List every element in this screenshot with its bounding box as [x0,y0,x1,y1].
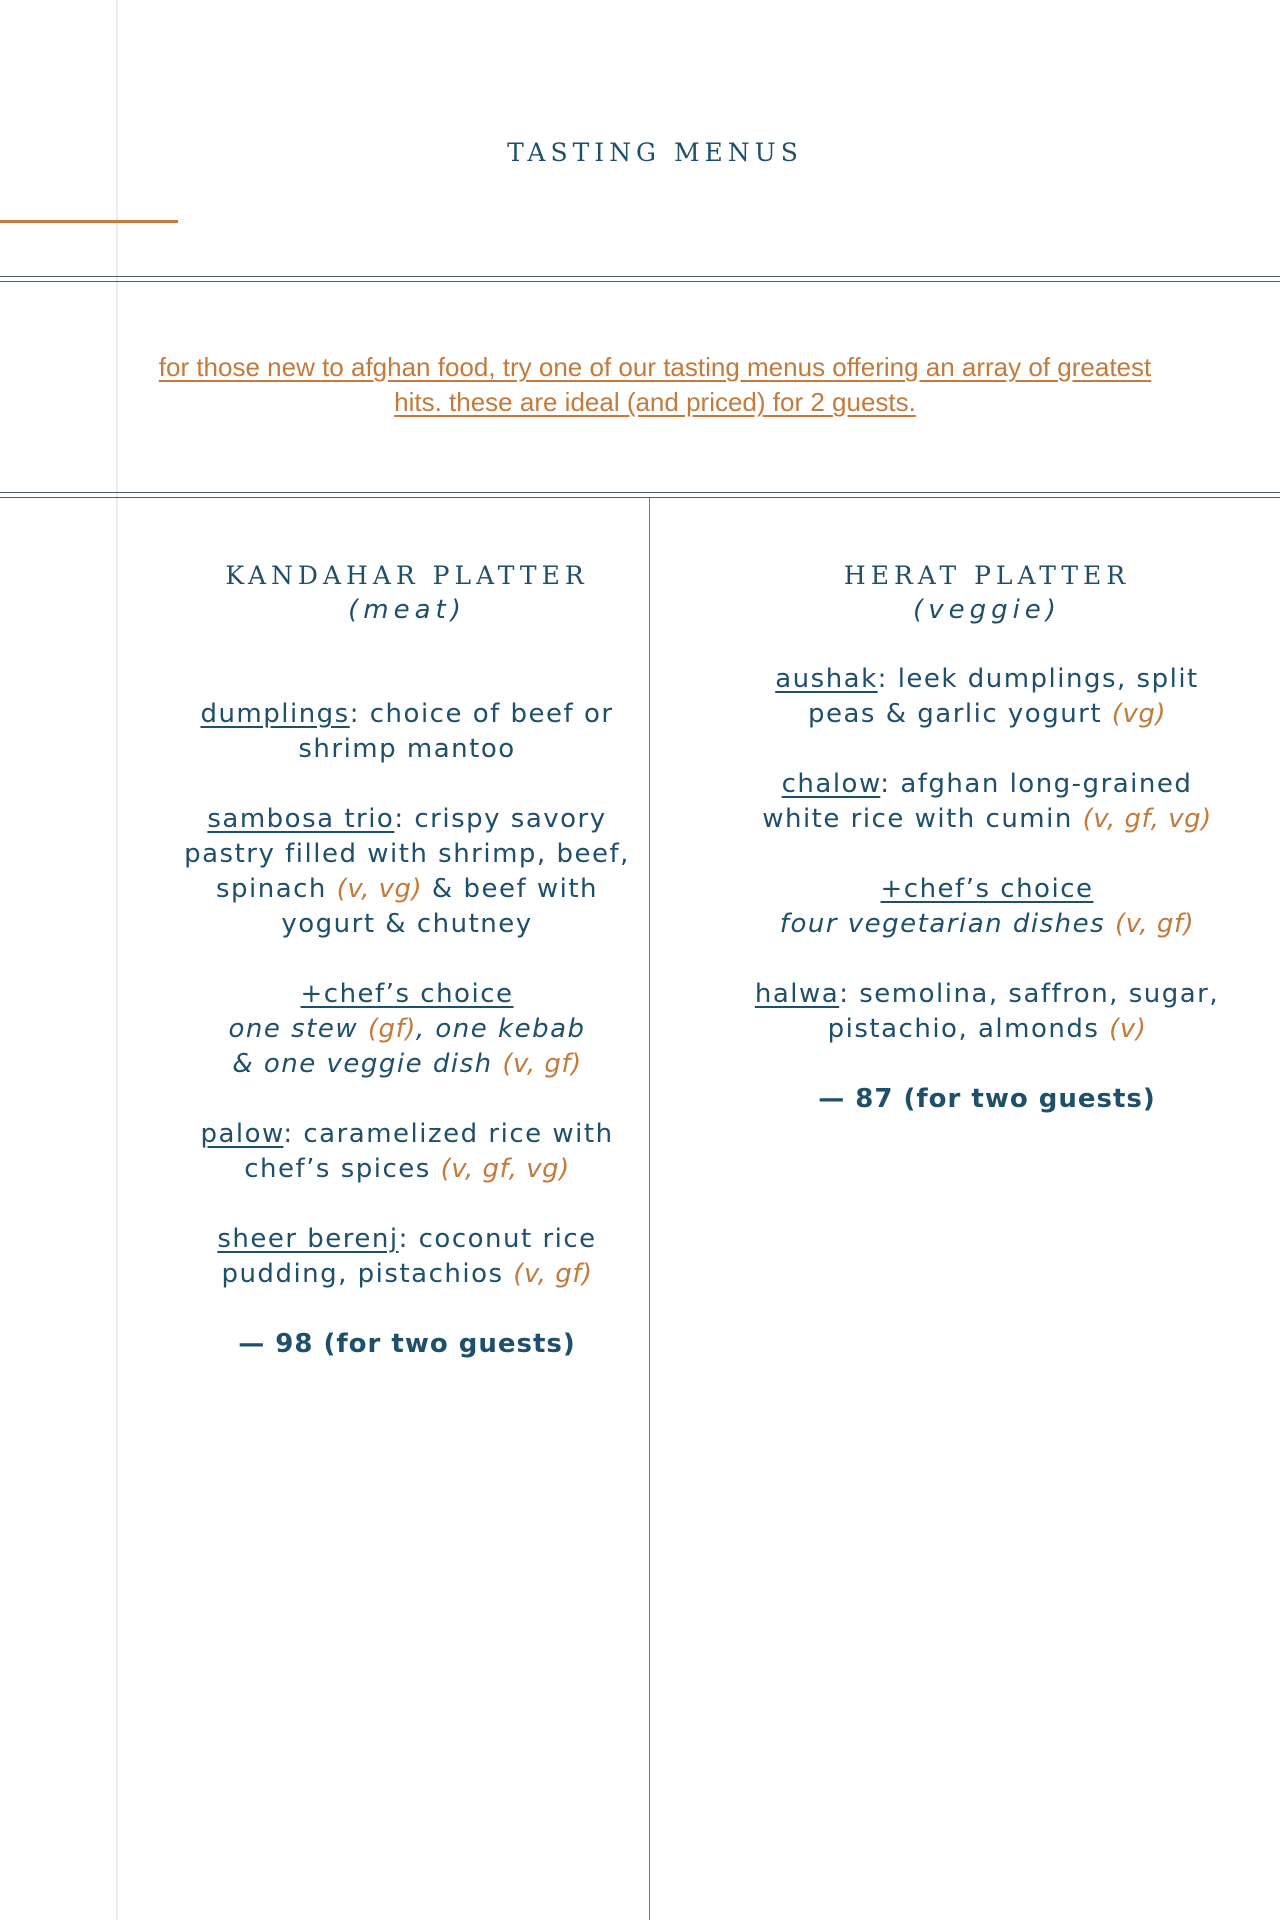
item-desc-sambosa-trio-2: & beef with [422,874,599,904]
kandahar-platter [172,558,642,1362]
herat-price: — 87 (for two guests) [818,1084,1156,1114]
item-desc-sambosa-trio: : crispy savory pastry filled with shrimp, beef, spinach [184,804,630,904]
diet-tag-chalow: (v, gf, vg) [1082,804,1212,834]
item-desc-chalow: : afghan long-grained white rice with cumin [762,769,1193,834]
diet-tag-herat-chefs-choice: (v, gf) [1114,909,1195,939]
herat-chefs-choice-dishes: four vegetarian dishes [779,909,1115,939]
menu-item-chefs-choice [172,977,642,1082]
accent-rule [0,220,178,223]
page-title: TASTING MENUS [507,138,803,167]
kandahar-title: KANDAHAR PLATTER [225,561,589,590]
kandahar-type: (meat) [348,595,466,625]
menu-item-sheer-berenj [172,1222,642,1292]
intro-text: for those new to afghan food, try one of our tasting menus offering an array of greatest hits. these are ideal (and priced) for 2 guests. [158,352,1152,417]
menu-item-dumplings [172,697,642,767]
menu-item-halwa [752,977,1222,1047]
item-name-herat-chefs-choice: +chef’s choice [880,874,1094,904]
diet-tag-aushak: (vg) [1111,699,1167,729]
diet-tag-palow: (v, gf, vg) [440,1154,570,1184]
item-name-dumplings: dumplings [200,699,350,729]
column-divider [649,498,650,1920]
item-name-sambosa-trio: sambosa trio [207,804,395,834]
menu-item-aushak [752,662,1222,732]
diet-tag-sheer-berenj: (v, gf) [513,1259,593,1289]
item-desc-sambosa-trio-3: yogurt & chutney [281,909,533,939]
item-desc-palow: : caramelized rice with chef’s spices [244,1119,614,1184]
item-desc-chefs-choice-line-1 [172,1012,642,1047]
item-name-sheer-berenj: sheer berenj [217,1224,399,1254]
item-desc-dumplings: : choice of beef or shrimp mantoo [298,699,614,764]
chefs-choice-veggie: & one veggie dish [232,1049,503,1079]
menu-item-herat-chefs-choice [752,872,1222,942]
herat-title: HERAT PLATTER [843,561,1131,590]
herat-platter [752,558,1222,1117]
item-desc-aushak: : leek dumplings, split peas & garlic yogurt [807,664,1199,729]
item-name-halwa: halwa [754,979,840,1009]
item-desc-chefs-choice-line-2 [172,1047,642,1082]
herat-type: (veggie) [913,595,1061,625]
intro-divider [0,492,1280,498]
menu-item-sambosa-trio [172,802,642,942]
item-name-chefs-choice: +chef’s choice [300,979,514,1009]
left-margin-line [116,0,118,1920]
diet-tag-stew: (gf) [367,1014,416,1044]
item-name-chalow: chalow [781,769,881,799]
diet-tag-sambosa-trio: (v, vg) [336,874,423,904]
header-divider [0,276,1280,282]
item-desc-halwa: : semolina, saffron, sugar, pistachio, almonds [827,979,1220,1044]
menu-item-palow [172,1117,642,1187]
diet-tag-halwa: (v) [1109,1014,1147,1044]
chefs-choice-stew: one stew [228,1014,368,1044]
menu-item-chalow [752,767,1222,837]
item-name-aushak: aushak [775,664,878,694]
item-desc-herat-chefs-choice [752,907,1222,942]
item-name-palow: palow [200,1119,284,1149]
diet-tag-veggie: (v, gf) [502,1049,582,1079]
chefs-choice-kebab: , one kebab [415,1014,586,1044]
kandahar-price: — 98 (for two guests) [238,1329,576,1359]
item-desc-sheer-berenj: : coconut rice pudding, pistachios [221,1224,597,1289]
